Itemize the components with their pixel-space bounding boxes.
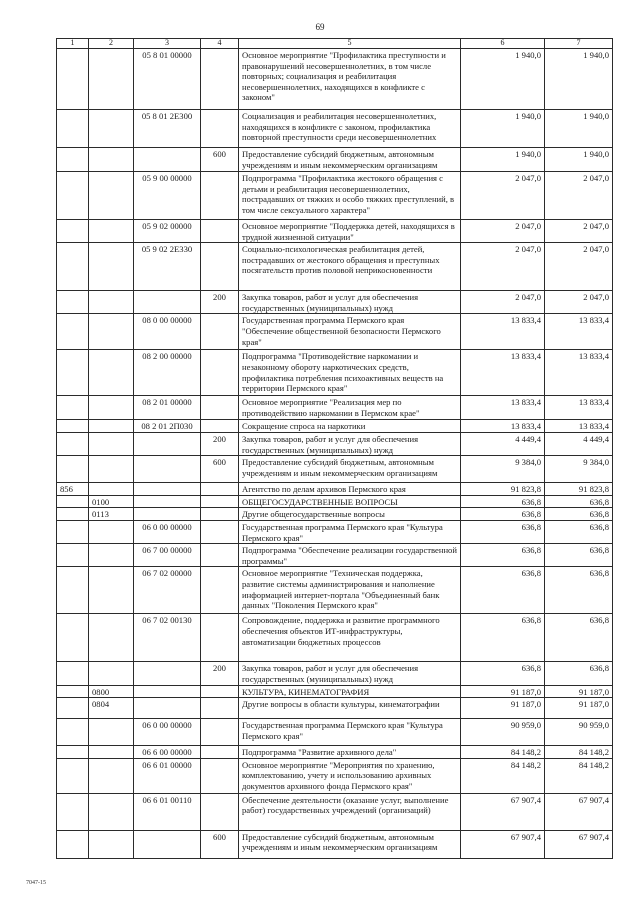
item-name-cell: Государственная программа Пермского края "Обеспечение общественной безопасности Пермского края" [239, 314, 461, 350]
target-item-code-cell [134, 685, 201, 698]
target-item-code-cell: 06 0 00 00000 [134, 520, 201, 543]
section-code-cell [89, 662, 134, 685]
section-code-cell [89, 172, 134, 220]
item-name-cell: ОБЩЕГОСУДАРСТВЕННЫЕ ВОПРОСЫ [239, 495, 461, 508]
amount-col6-cell: 84 148,2 [461, 746, 545, 759]
target-item-code-cell [134, 830, 201, 858]
expense-type-code-cell [201, 495, 239, 508]
amount-col7-cell: 1 940,0 [545, 148, 613, 172]
expense-type-code-cell: 600 [201, 830, 239, 858]
item-name-cell: Закупка товаров, работ и услуг для обеспечения государственных (муниципальных) нужд [239, 662, 461, 685]
department-code-cell [57, 314, 89, 350]
amount-col6-cell: 4 449,4 [461, 432, 545, 455]
amount-col6-cell: 1 940,0 [461, 148, 545, 172]
item-name-cell: Основное мероприятие "Поддержка детей, находящихся в трудной жизненной ситуации" [239, 220, 461, 243]
amount-col7-cell: 2 047,0 [545, 243, 613, 291]
section-code-cell [89, 432, 134, 455]
section-code-cell [89, 567, 134, 614]
expense-type-code-cell [201, 396, 239, 420]
expense-type-code-cell [201, 49, 239, 110]
department-code-cell [57, 544, 89, 567]
section-code-cell: 0100 [89, 495, 134, 508]
target-item-code-cell [134, 148, 201, 172]
department-code-cell [57, 508, 89, 521]
page-number: 69 [315, 22, 325, 32]
department-code-cell [57, 495, 89, 508]
budget-table [56, 38, 613, 859]
table-row [57, 746, 613, 759]
table-row [57, 396, 613, 420]
item-name-cell: Основное мероприятие "Профилактика преступности и правонарушений несовершеннолетних, в том числе повторных; социализация и реабилитация несовершеннолетних, находящихся в конфликте с законом" [239, 49, 461, 110]
department-code-cell [57, 830, 89, 858]
department-code-cell [57, 243, 89, 291]
table-row [57, 456, 613, 483]
amount-col7-cell: 2 047,0 [545, 220, 613, 243]
table-header-row [57, 39, 613, 49]
amount-col7-cell: 636,8 [545, 614, 613, 662]
section-code-cell [89, 110, 134, 148]
expense-type-code-cell [201, 520, 239, 543]
footer-code: 7047-15 [26, 880, 46, 886]
target-item-code-cell [134, 432, 201, 455]
amount-col6-cell: 67 907,4 [461, 830, 545, 858]
target-item-code-cell [134, 662, 201, 685]
amount-col7-cell: 636,8 [545, 544, 613, 567]
department-code-cell [57, 110, 89, 148]
item-name-cell: Подпрограмма "Противодействие наркомании и незаконному обороту наркотических средств, профилактика потребления психоактивных веществ на территории Пермского края" [239, 350, 461, 396]
table-row [57, 220, 613, 243]
amount-col6-cell: 1 940,0 [461, 49, 545, 110]
expense-type-code-cell [201, 685, 239, 698]
amount-col6-cell: 636,8 [461, 662, 545, 685]
amount-col6-cell: 13 833,4 [461, 314, 545, 350]
item-name-cell: Основное мероприятие "Реализация мер по противодействию наркомании в Пермском крае" [239, 396, 461, 420]
department-code-cell [57, 172, 89, 220]
item-name-cell: Предоставление субсидий бюджетным, автономным учреждениям и иным некоммерческим организациям [239, 456, 461, 483]
target-item-code-cell: 05 9 00 00000 [134, 172, 201, 220]
amount-col7-cell: 91 823,8 [545, 483, 613, 496]
table-body [57, 49, 613, 859]
department-code-cell [57, 758, 89, 793]
header-cell-1: 1 [57, 39, 89, 49]
target-item-code-cell: 08 0 00 00000 [134, 314, 201, 350]
amount-col6-cell: 91 187,0 [461, 685, 545, 698]
department-code-cell [57, 456, 89, 483]
target-item-code-cell: 06 6 00 00000 [134, 746, 201, 759]
section-code-cell: 0113 [89, 508, 134, 521]
header-cell-7: 7 [545, 39, 613, 49]
table-row [57, 662, 613, 685]
table-row [57, 793, 613, 830]
item-name-cell: Обеспечение деятельности (оказание услуг, выполнение работ) государственных учреждений (организаций) [239, 793, 461, 830]
department-code-cell [57, 220, 89, 243]
department-code-cell: 856 [57, 483, 89, 496]
expense-type-code-cell [201, 746, 239, 759]
amount-col7-cell: 1 940,0 [545, 110, 613, 148]
amount-col6-cell: 13 833,4 [461, 350, 545, 396]
department-code-cell [57, 148, 89, 172]
department-code-cell [57, 662, 89, 685]
department-code-cell [57, 420, 89, 433]
item-name-cell: Другие вопросы в области культуры, кинематографии [239, 698, 461, 719]
department-code-cell [57, 614, 89, 662]
amount-col7-cell: 67 907,4 [545, 830, 613, 858]
table-row [57, 49, 613, 110]
amount-col7-cell: 1 940,0 [545, 49, 613, 110]
department-code-cell [57, 793, 89, 830]
expense-type-code-cell [201, 614, 239, 662]
header-cell-3: 3 [134, 39, 201, 49]
header-cell-2: 2 [89, 39, 134, 49]
section-code-cell [89, 291, 134, 314]
amount-col6-cell: 636,8 [461, 520, 545, 543]
amount-col6-cell: 90 959,0 [461, 719, 545, 746]
header-cell-5: 5 [239, 39, 461, 49]
expense-type-code-cell [201, 793, 239, 830]
target-item-code-cell: 06 7 02 00000 [134, 567, 201, 614]
item-name-cell: Государственная программа Пермского края "Культура Пермского края" [239, 719, 461, 746]
table-row [57, 243, 613, 291]
department-code-cell [57, 685, 89, 698]
department-code-cell [57, 746, 89, 759]
amount-col6-cell: 1 940,0 [461, 110, 545, 148]
expense-type-code-cell [201, 719, 239, 746]
item-name-cell: Предоставление субсидий бюджетным, автономным учреждениям и иным некоммерческим организациям [239, 830, 461, 858]
department-code-cell [57, 520, 89, 543]
amount-col6-cell: 91 187,0 [461, 698, 545, 719]
header-cell-4: 4 [201, 39, 239, 49]
item-name-cell: КУЛЬТУРА, КИНЕМАТОГРАФИЯ [239, 685, 461, 698]
table-row [57, 495, 613, 508]
amount-col7-cell: 13 833,4 [545, 314, 613, 350]
item-name-cell: Другие общегосударственные вопросы [239, 508, 461, 521]
amount-col7-cell: 67 907,4 [545, 793, 613, 830]
section-code-cell [89, 396, 134, 420]
amount-col6-cell: 636,8 [461, 567, 545, 614]
target-item-code-cell [134, 456, 201, 483]
amount-col7-cell: 9 384,0 [545, 456, 613, 483]
amount-col7-cell: 13 833,4 [545, 350, 613, 396]
target-item-code-cell [134, 495, 201, 508]
item-name-cell: Подпрограмма "Развитие архивного дела" [239, 746, 461, 759]
section-code-cell [89, 456, 134, 483]
section-code-cell [89, 243, 134, 291]
amount-col6-cell: 9 384,0 [461, 456, 545, 483]
department-code-cell [57, 49, 89, 110]
table-row [57, 420, 613, 433]
amount-col7-cell: 636,8 [545, 662, 613, 685]
table-row [57, 148, 613, 172]
department-code-cell [57, 396, 89, 420]
table-row [57, 685, 613, 698]
amount-col6-cell: 13 833,4 [461, 420, 545, 433]
item-name-cell: Социализация и реабилитация несовершеннолетних, находящихся в конфликте с законом, профилактика повторной преступности среди несовершеннолетних [239, 110, 461, 148]
section-code-cell [89, 420, 134, 433]
target-item-code-cell: 06 6 01 00110 [134, 793, 201, 830]
table-row [57, 544, 613, 567]
expense-type-code-cell [201, 172, 239, 220]
amount-col6-cell: 67 907,4 [461, 793, 545, 830]
target-item-code-cell [134, 508, 201, 521]
amount-col6-cell: 636,8 [461, 495, 545, 508]
department-code-cell [57, 350, 89, 396]
item-name-cell: Предоставление субсидий бюджетным, автономным учреждениям и иным некоммерческим организациям [239, 148, 461, 172]
item-name-cell: Подпрограмма "Профилактика жестокого обращения с детьми и реабилитация несовершеннолетних, пострадавших от тяжких и особо тяжких преступлений, в том числе сексуального характера" [239, 172, 461, 220]
amount-col7-cell: 2 047,0 [545, 172, 613, 220]
item-name-cell: Закупка товаров, работ и услуг для обеспечения государственных (муниципальных) нужд [239, 291, 461, 314]
section-code-cell: 0800 [89, 685, 134, 698]
amount-col7-cell: 84 148,2 [545, 758, 613, 793]
item-name-cell: Основное мероприятие "Техническая поддержка, развитие системы администрирования и наполнение информацией интернет-портала "Объединенный банк данных "Поколения Пермского края" [239, 567, 461, 614]
amount-col7-cell: 84 148,2 [545, 746, 613, 759]
department-code-cell [57, 432, 89, 455]
table-row [57, 567, 613, 614]
section-code-cell [89, 220, 134, 243]
section-code-cell [89, 746, 134, 759]
amount-col7-cell: 91 187,0 [545, 685, 613, 698]
department-code-cell [57, 291, 89, 314]
target-item-code-cell: 06 7 02 00130 [134, 614, 201, 662]
amount-col6-cell: 2 047,0 [461, 243, 545, 291]
expense-type-code-cell [201, 758, 239, 793]
amount-col6-cell: 84 148,2 [461, 758, 545, 793]
item-name-cell: Социально-психологическая реабилитация детей, пострадавших от жестокого обращения и преступных посягательств против половой неприкосновенности [239, 243, 461, 291]
amount-col6-cell: 636,8 [461, 544, 545, 567]
table-row [57, 830, 613, 858]
target-item-code-cell [134, 698, 201, 719]
section-code-cell [89, 314, 134, 350]
amount-col7-cell: 13 833,4 [545, 420, 613, 433]
item-name-cell: Основное мероприятие "Мероприятия по хранению, комплектованию, учету и использованию архивных документов архивного фонда Пермского края" [239, 758, 461, 793]
table-row [57, 432, 613, 455]
section-code-cell [89, 148, 134, 172]
expense-type-code-cell: 200 [201, 432, 239, 455]
amount-col6-cell: 2 047,0 [461, 172, 545, 220]
expense-type-code-cell [201, 544, 239, 567]
amount-col7-cell: 636,8 [545, 567, 613, 614]
amount-col6-cell: 2 047,0 [461, 291, 545, 314]
table-row [57, 520, 613, 543]
target-item-code-cell: 08 2 00 00000 [134, 350, 201, 396]
expense-type-code-cell: 200 [201, 662, 239, 685]
expense-type-code-cell: 600 [201, 456, 239, 483]
expense-type-code-cell: 600 [201, 148, 239, 172]
amount-col7-cell: 4 449,4 [545, 432, 613, 455]
amount-col7-cell: 91 187,0 [545, 698, 613, 719]
table-row [57, 350, 613, 396]
amount-col7-cell: 636,8 [545, 495, 613, 508]
target-item-code-cell: 06 6 01 00000 [134, 758, 201, 793]
expense-type-code-cell [201, 350, 239, 396]
amount-col6-cell: 636,8 [461, 614, 545, 662]
expense-type-code-cell [201, 420, 239, 433]
section-code-cell [89, 758, 134, 793]
target-item-code-cell: 08 2 01 2П030 [134, 420, 201, 433]
table-row [57, 719, 613, 746]
target-item-code-cell: 08 2 01 00000 [134, 396, 201, 420]
target-item-code-cell: 06 0 00 00000 [134, 719, 201, 746]
item-name-cell: Закупка товаров, работ и услуг для обеспечения государственных (муниципальных) нужд [239, 432, 461, 455]
section-code-cell [89, 483, 134, 496]
target-item-code-cell: 05 8 01 00000 [134, 49, 201, 110]
table-row [57, 698, 613, 719]
table-row [57, 314, 613, 350]
item-name-cell: Государственная программа Пермского края "Культура Пермского края" [239, 520, 461, 543]
amount-col7-cell: 2 047,0 [545, 291, 613, 314]
section-code-cell [89, 544, 134, 567]
amount-col7-cell: 90 959,0 [545, 719, 613, 746]
expense-type-code-cell [201, 508, 239, 521]
item-name-cell: Сокращение спроса на наркотики [239, 420, 461, 433]
amount-col6-cell: 2 047,0 [461, 220, 545, 243]
expense-type-code-cell [201, 698, 239, 719]
department-code-cell [57, 698, 89, 719]
section-code-cell [89, 520, 134, 543]
table-row [57, 172, 613, 220]
section-code-cell [89, 830, 134, 858]
section-code-cell: 0804 [89, 698, 134, 719]
section-code-cell [89, 719, 134, 746]
amount-col6-cell: 636,8 [461, 508, 545, 521]
expense-type-code-cell [201, 483, 239, 496]
department-code-cell [57, 719, 89, 746]
target-item-code-cell [134, 291, 201, 314]
expense-type-code-cell [201, 220, 239, 243]
expense-type-code-cell [201, 243, 239, 291]
amount-col6-cell: 13 833,4 [461, 396, 545, 420]
table-row [57, 758, 613, 793]
table-row [57, 483, 613, 496]
target-item-code-cell: 05 8 01 2Е300 [134, 110, 201, 148]
expense-type-code-cell: 200 [201, 291, 239, 314]
section-code-cell [89, 793, 134, 830]
department-code-cell [57, 567, 89, 614]
item-name-cell: Подпрограмма "Обеспечение реализации государственной программы" [239, 544, 461, 567]
table-row [57, 291, 613, 314]
section-code-cell [89, 350, 134, 396]
expense-type-code-cell [201, 314, 239, 350]
header-cell-6: 6 [461, 39, 545, 49]
target-item-code-cell: 06 7 00 00000 [134, 544, 201, 567]
target-item-code-cell [134, 483, 201, 496]
item-name-cell: Агентство по делам архивов Пермского края [239, 483, 461, 496]
section-code-cell [89, 49, 134, 110]
target-item-code-cell: 05 9 02 2Е330 [134, 243, 201, 291]
amount-col7-cell: 636,8 [545, 520, 613, 543]
target-item-code-cell: 05 9 02 00000 [134, 220, 201, 243]
section-code-cell [89, 614, 134, 662]
amount-col7-cell: 13 833,4 [545, 396, 613, 420]
expense-type-code-cell [201, 110, 239, 148]
item-name-cell: Сопровождение, поддержка и развитие программного обеспечения объектов ИТ-инфраструктуры, автоматизации бюджетных процессов [239, 614, 461, 662]
table-row [57, 110, 613, 148]
amount-col6-cell: 91 823,8 [461, 483, 545, 496]
expense-type-code-cell [201, 567, 239, 614]
table-row [57, 614, 613, 662]
amount-col7-cell: 636,8 [545, 508, 613, 521]
table-row [57, 508, 613, 521]
